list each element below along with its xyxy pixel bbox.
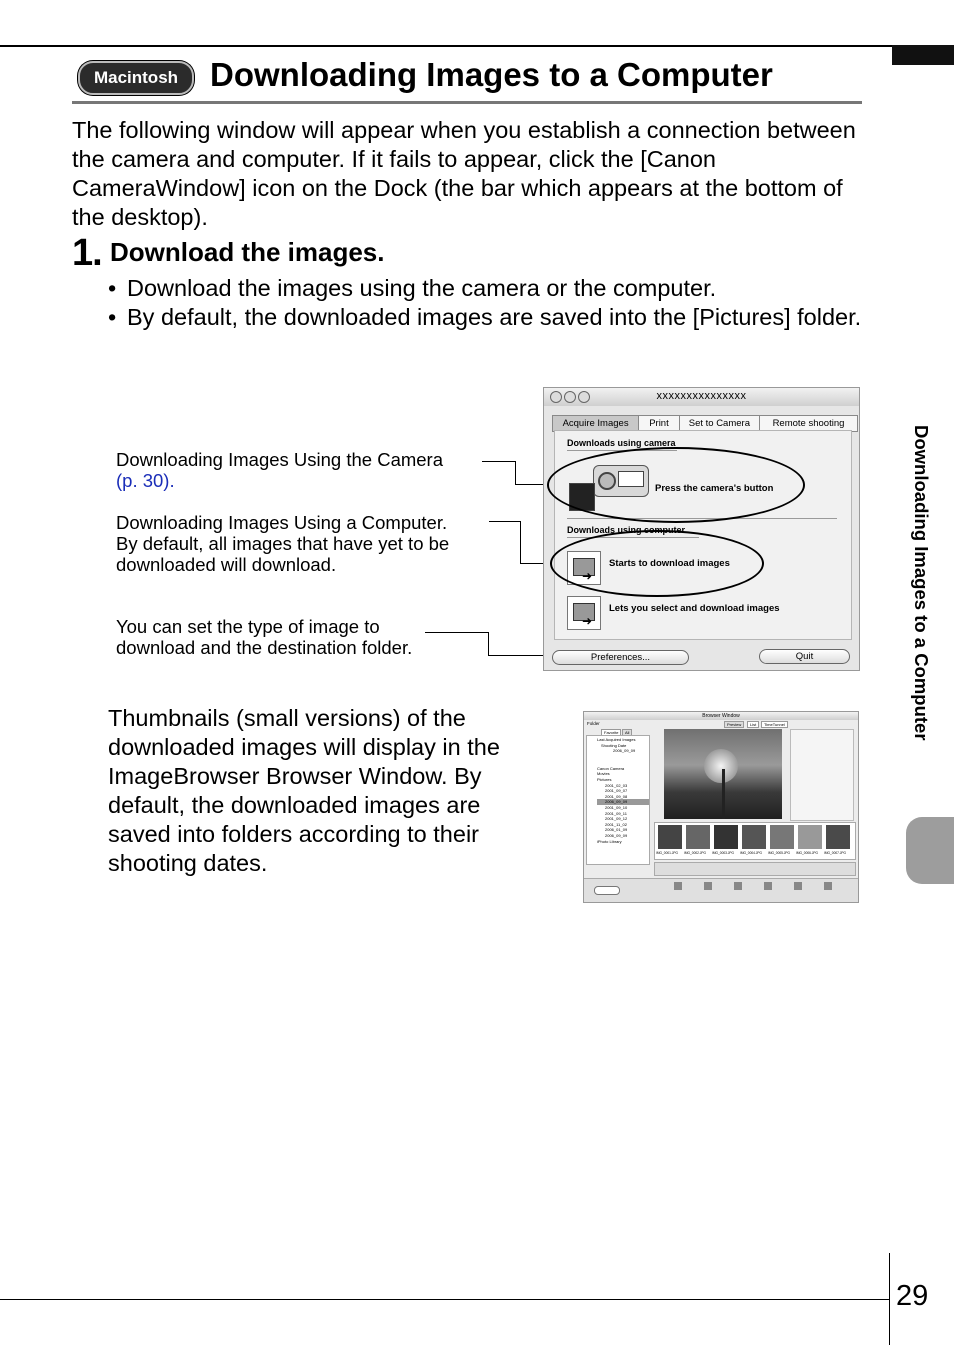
tree-item[interactable]: iPhoto Library xyxy=(597,838,622,844)
view-toolbar xyxy=(654,862,856,876)
bottom-rule xyxy=(0,1299,890,1300)
tab-timetunnel[interactable]: TimeTunnel xyxy=(761,721,788,728)
thumb-caption: IMG_0004.JPG xyxy=(740,851,762,855)
tab-all[interactable]: All xyxy=(622,729,632,736)
tree-item[interactable]: Canon Camera xyxy=(597,765,625,771)
toolbar-icon[interactable] xyxy=(794,882,802,890)
leader-line xyxy=(515,461,516,485)
toolbar-icon[interactable] xyxy=(824,882,832,890)
press-camera-button-text: Press the camera's button xyxy=(655,483,774,494)
page-number-divider xyxy=(889,1253,890,1345)
page-number: 29 xyxy=(896,1280,929,1312)
toolbar-icon[interactable] xyxy=(734,882,742,890)
starts-download-text: Starts to download images xyxy=(609,558,730,569)
leader-line xyxy=(488,632,489,656)
callout-preferences-line: download and the destination folder. xyxy=(116,637,413,658)
side-tab-label xyxy=(906,425,936,810)
thumbnail[interactable] xyxy=(742,825,766,849)
thumbnail[interactable] xyxy=(686,825,710,849)
page-reference-link[interactable]: (p. 30). xyxy=(116,470,175,491)
window-title: xxxxxxxxxxxxxxx xyxy=(656,390,747,402)
callout-preferences xyxy=(116,616,412,658)
preview-photo xyxy=(664,729,782,819)
toolbar-icon[interactable] xyxy=(764,882,772,890)
folder-tree xyxy=(586,735,650,865)
callout-computer-line: Downloading Images Using a Computer. xyxy=(116,512,448,533)
folder-label: Folder xyxy=(587,721,600,726)
thumbnail-strip xyxy=(654,822,856,860)
tree-item[interactable]: 2006_09_09 xyxy=(613,748,636,754)
tab-list[interactable]: List xyxy=(747,721,759,728)
thumbnail[interactable] xyxy=(714,825,738,849)
section-computer-heading: Downloads using computer xyxy=(567,525,686,535)
leader-line xyxy=(489,521,521,522)
thumb-caption: IMG_0006.JPG xyxy=(796,851,818,855)
info-panel xyxy=(790,729,854,821)
bullet-item: • Download the images using the camera or the computer. xyxy=(108,274,868,303)
callout-computer-line: By default, all images that have yet to be xyxy=(116,533,450,554)
callout-camera-text: Downloading Images Using the Camera xyxy=(116,449,444,470)
callout-computer-line: downloaded will download. xyxy=(116,554,337,575)
add-favorite-button[interactable] xyxy=(594,886,620,895)
toolbar-icon[interactable] xyxy=(704,882,712,890)
tab-print[interactable]: Print xyxy=(639,416,680,431)
thumbnail[interactable] xyxy=(826,825,850,849)
thumb-caption: IMG_0002.JPG xyxy=(684,851,706,855)
tree-item[interactable]: 2006_01_09 xyxy=(605,827,628,833)
side-tab-text: Downloading Images to a Computer xyxy=(911,425,932,741)
thumb-caption: IMG_0001.JPG xyxy=(656,851,678,855)
step-title: Download the images. xyxy=(110,237,385,267)
thumbnail-captions xyxy=(656,851,856,855)
tree-item[interactable]: Pictures xyxy=(597,776,612,782)
browser-title: Browser Window xyxy=(702,713,740,719)
tree-item[interactable]: 2001_09_07 xyxy=(605,788,628,794)
leader-line xyxy=(520,521,521,564)
highlight-oval-computer xyxy=(550,530,764,597)
thumbnail[interactable] xyxy=(658,825,682,849)
side-tab-marker xyxy=(906,817,954,884)
leader-line xyxy=(482,461,516,462)
callout-preferences-line: You can set the type of image to xyxy=(116,616,380,637)
callout-camera xyxy=(116,449,443,491)
browser-window-screenshot xyxy=(583,711,859,903)
tree-item[interactable]: 2001_09_11 xyxy=(605,810,627,816)
tab-set-to-camera[interactable]: Set to Camera xyxy=(680,416,760,431)
page-title: Downloading Images to a Computer xyxy=(210,56,773,93)
thumbnail[interactable] xyxy=(770,825,794,849)
quit-button[interactable]: Quit xyxy=(759,649,850,664)
section-camera-heading: Downloads using camera xyxy=(567,438,676,448)
thumbnail[interactable] xyxy=(798,825,822,849)
macintosh-badge: Macintosh xyxy=(78,61,194,95)
thumb-caption: IMG_0007.JPG xyxy=(824,851,846,855)
tree-item-selected[interactable]: 2006_09_09 xyxy=(597,799,649,805)
tree-item[interactable]: 2006_09_09 xyxy=(605,832,628,838)
tree-item[interactable]: 2001_09_12 xyxy=(605,816,628,822)
tree-item[interactable]: Shooting Date xyxy=(601,742,627,748)
leader-line xyxy=(425,632,489,633)
tree-item[interactable]: 2001_09_08 xyxy=(605,793,628,799)
step-number: 1. xyxy=(72,232,102,274)
top-rule xyxy=(0,45,892,47)
camera-window-screenshot xyxy=(543,387,860,671)
select-download-text: Lets you select and download images xyxy=(609,603,780,614)
tab-remote-shooting[interactable]: Remote shooting xyxy=(772,418,845,429)
tree-item[interactable]: 2001_02_03 xyxy=(605,782,628,788)
intro-paragraph: The following window will appear when you establish a connection between the camera and computer. If it fails to appear, click the [Canon CameraWindow] icon on the Dock (the bar which appears at the bottom of the desktop). xyxy=(72,117,856,230)
thumbnail-paragraph: Thumbnails (small versions) of the downloaded images will display in the ImageBrowser Browser Window. By default, the downloaded images are saved into folders according to their shooting dates. xyxy=(108,705,500,876)
thumb-caption: IMG_0005.JPG xyxy=(768,851,790,855)
tree-item[interactable]: 2001_09_10 xyxy=(605,804,628,810)
bullet-item: • By default, the downloaded images are saved into the [Pictures] folder. xyxy=(108,303,868,332)
preferences-button[interactable]: Preferences... xyxy=(552,650,689,665)
tree-item[interactable]: Last Acquired Images xyxy=(597,737,636,742)
select-download-button[interactable]: ➜ xyxy=(567,596,601,630)
tab-preview[interactable]: Preview xyxy=(724,721,744,728)
tab-favorite[interactable]: Favorite xyxy=(601,729,621,736)
callout-computer xyxy=(116,512,449,575)
thumb-caption: IMG_0003.JPG xyxy=(712,851,734,855)
highlight-oval-camera xyxy=(547,447,805,523)
top-tab-marker xyxy=(892,45,954,65)
step-bullets xyxy=(108,274,868,332)
title-rule xyxy=(72,101,862,104)
task-toolbar xyxy=(584,878,858,903)
toolbar-icon[interactable] xyxy=(674,882,682,890)
start-download-button[interactable]: ➜ xyxy=(567,551,601,585)
tab-acquire-images[interactable]: Acquire Images xyxy=(553,416,639,431)
tree-item[interactable]: 2001_11_02 xyxy=(605,821,627,827)
tree-item[interactable]: Movies xyxy=(597,771,610,777)
